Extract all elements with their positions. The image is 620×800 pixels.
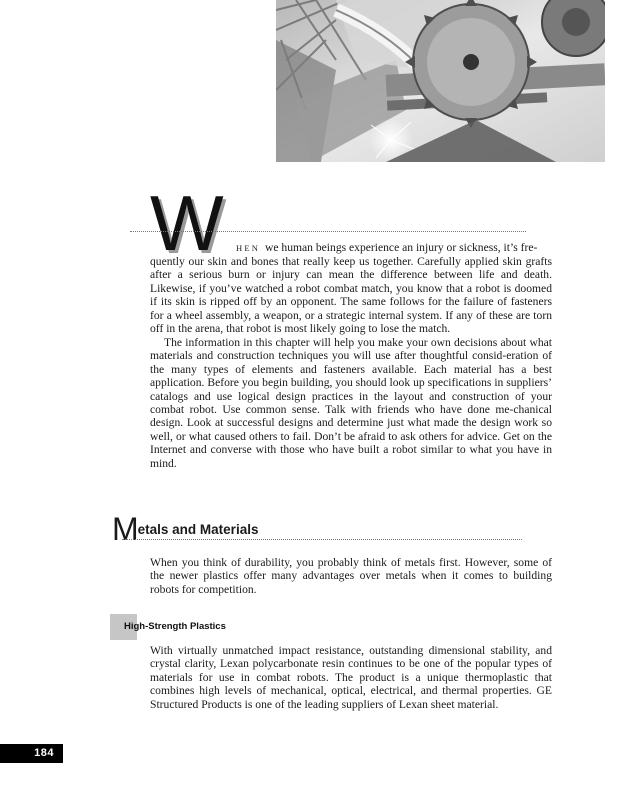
subsection-body [150, 644, 552, 711]
drop-cap: W [150, 179, 220, 267]
section-heading-rest: etals and Materials [137, 522, 259, 537]
section-paragraph: When you think of durability, you probably think of metals first. However, some of the newer plastics offer many advantages over metals when it comes to building robots for competition. [150, 556, 552, 596]
section-body [150, 556, 552, 596]
first-line-text: we human beings experience an injury or sickness, it’s fre- [264, 241, 538, 254]
dotted-rule-top [130, 231, 526, 232]
intro-paragraph-2: The information in this chapter will help you make your own decisions about what materials and construction techniques you will use after thoughtful consid-eration of the many types of elements and fasteners available. Each material has a best application. Before you begin building, you should look up specifications in suppliers’ catalogs and use logical design practices in the layout and construction of your combat robot. Use common sense. Talk with friends who have done me-chanical design. Look at successful designs and determine just what made the design work so well, or what caused others to fail. Don’t be afraid to ask others for advice. Get on the Internet and converse with those who have built a robot similar to what you have in mind. [150, 335, 552, 470]
chapter-illustration [276, 0, 605, 162]
robot-combat-illustration [276, 0, 605, 162]
page-number: 184 [34, 747, 54, 759]
section-heading-cap: M [112, 511, 138, 547]
section-heading [112, 513, 258, 545]
dotted-rule-section [122, 539, 522, 540]
intro-first-line [236, 241, 551, 255]
subsection-paragraph: With virtually unmatched impact resistance, outstanding dimensional stability, and crystal clarity, Lexan polycarbonate resin continues to be one of the popular types of materials for use in combat robots. The product is a unique thermoplastic that combines high levels of mechanical, optical, electrical, and thermal properties. GE Structured Products is one of the leading suppliers of Lexan sheet material. [150, 644, 552, 711]
page-number-tab [0, 744, 63, 763]
subsection-heading: High-Strength Plastics [124, 621, 226, 632]
first-word-smallcaps: HEN [236, 243, 261, 253]
intro-paragraph-1: quently our skin and bones that really keep us together. Carefully applied skin grafts after a serious burn or injury can mean the difference between life and death. Likewise, if you’ve watched a robot combat match, you know that a robot is doomed if its skin is ripped off by an opponent. The same follows for the failure of fasteners for a wheel assembly, a weapon, or a strategic internal system. If any of these are torn off in the arena, that robot is most likely going to lose the match. [150, 255, 552, 336]
intro-body [150, 255, 552, 470]
